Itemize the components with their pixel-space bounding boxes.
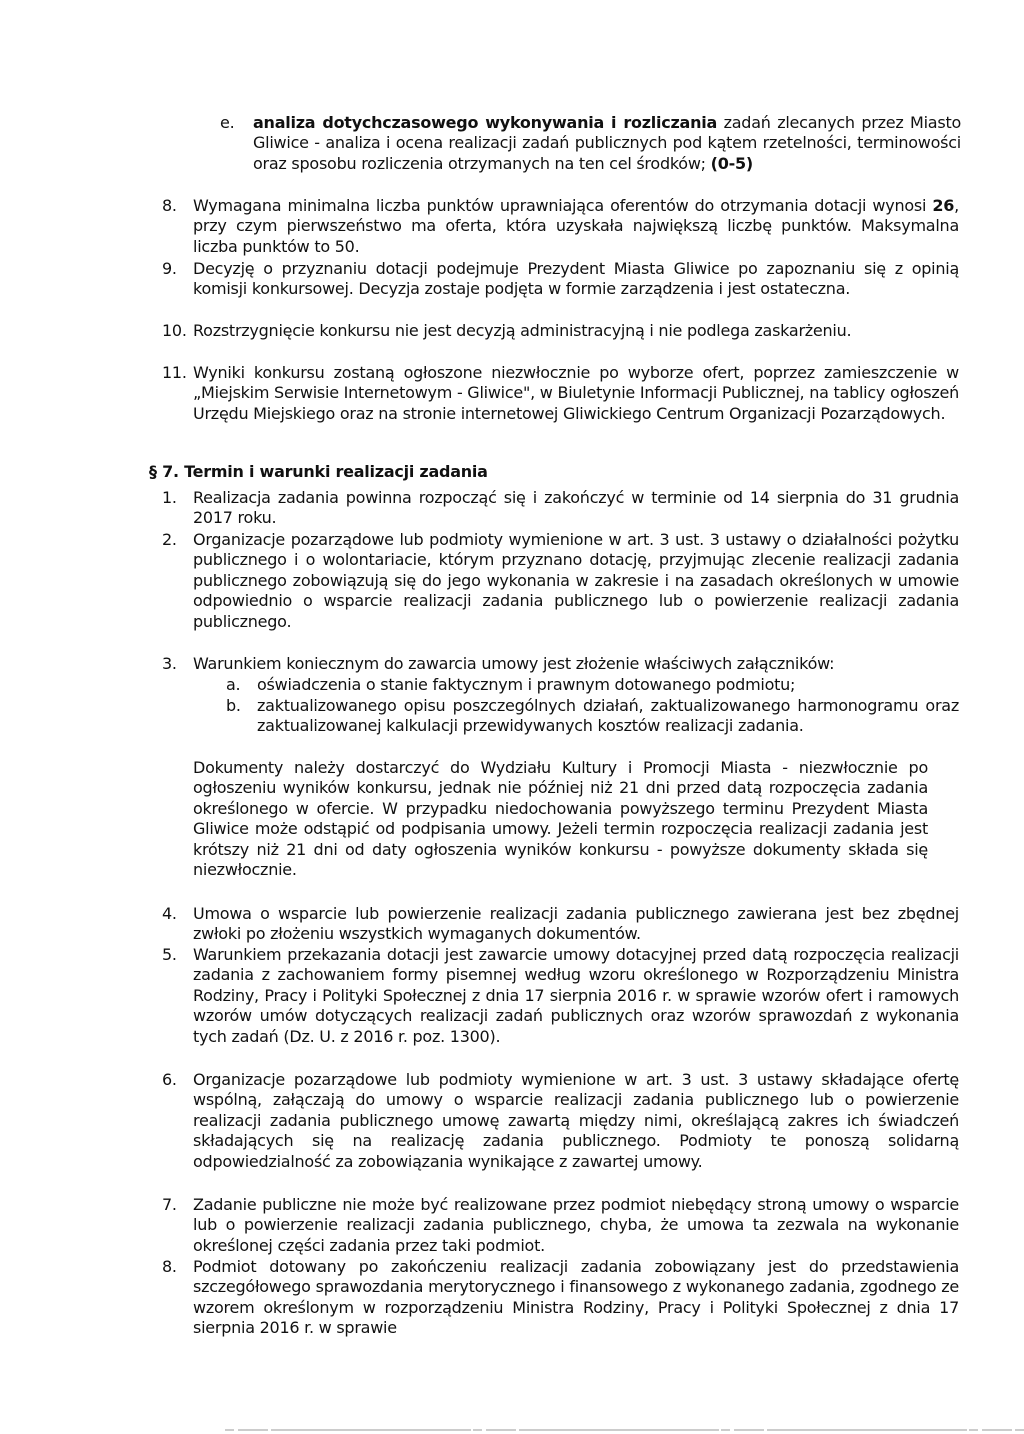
list-marker: 10. — [162, 321, 187, 340]
list-item-11 — [162, 363, 959, 424]
s7-item-4 — [162, 904, 959, 945]
list-text: Warunkiem koniecznym do zawarcia umowy jest złożenie właściwych załączników: — [193, 654, 835, 673]
list-marker: 6. — [162, 1070, 177, 1089]
list-text: Umowa o wsparcie lub powierzenie realizacji zadania publicznego zawierana jest bez zbędnej zwłoki po złożeniu wszystkich wymaganych dokumentów. — [193, 904, 959, 944]
list-text: Warunkiem przekazania dotacji jest zawarcie umowy dotacyjnej przed datą rozpoczęcia realizacji zadania z zachowaniem formy pisemnej według wzoru określonego w Rozporządzeniu Ministra Rodziny, Pracy i Polityki Społecznej z dnia 17 sierpnia 2016 r. w sprawie wzorów ofert i ramowych wzorów umów dotyczących realizacji zadań publicznych oraz wzorów sprawozdań z wykonania tych zadań (Dz. U. z 2016 r. poz. 1300). — [193, 945, 959, 1046]
list-item-8 — [162, 196, 959, 257]
s7-subitem-a — [226, 675, 959, 695]
list-marker: 3. — [162, 654, 177, 673]
s7-item-7 — [162, 1195, 959, 1256]
list-marker: 1. — [162, 488, 177, 507]
list-item-10 — [162, 321, 959, 341]
score-range: (0-5) — [710, 153, 753, 173]
list-marker: 4. — [162, 904, 177, 923]
min-points: 26 — [932, 196, 955, 215]
s7-item-1 — [162, 488, 959, 529]
list-item-9 — [162, 259, 959, 300]
scan-edge-line — [0, 1427, 1024, 1434]
documents-paragraph — [193, 758, 928, 880]
s7-item-8 — [162, 1257, 959, 1339]
list-marker: 8. — [162, 1257, 177, 1276]
s7-item-3 — [162, 654, 959, 674]
list-text: analiza dotychczasowego wykonywania i rozliczania zadań zlecanych przez Miasto Gliwice - analiza i ocena realizacji zadań publicznych pod kątem rzetelności, terminowości oraz sposobu rozliczenia otrzymanych na ten cel środków; (0-5) — [253, 113, 962, 173]
list-marker: e. — [220, 113, 235, 132]
list-text: Wymagana minimalna liczba punktów uprawniająca oferentów do otrzymania dotacji wynosi 26, przy czym pierwszeństwo ma oferta, która uzyskała największą liczbę punktów. Maksymalna liczba punktów to 50. — [193, 196, 959, 256]
list-text: Organizacje pozarządowe lub podmioty wymienione w art. 3 ust. 3 ustawy o działalności pożytku publicznego i o wolontariacie, którym przyznano dotację, przyjmując zlecenie realizacji zadania publicznego zobowiązują się do jego wykonania w zakresie i na zasadach określonych w umowie odpowiednio o wsparcie realizacji zadania publicznego lub o powierzenie realizacji zadania publicznego. — [193, 530, 959, 631]
list-text: Organizacje pozarządowe lub podmioty wymienione w art. 3 ust. 3 ustawy składające ofertę wspólną, załączają do umowy o wsparcie realizacji zadania publicznego lub o powierzenie realizacji zadania publicznego umowę zawartą między nimi, określającą zakres ich świadczeń składających się na realizację zadania publicznego. Podmioty te ponoszą solidarną odpowiedzialność za zobowiązania wynikające z zawartej umowy. — [193, 1070, 959, 1171]
paragraph-text: Dokumenty należy dostarczyć do Wydziału Kultury i Promocji Miasta - niezwłocznie po ogłoszeniu wyników konkursu, jednak nie później niż 21 dni przed datą rozpoczęcia zadania określonego w ofercie. W przypadku niedochowania powyższego terminu Prezydent Miasta Gliwice może odstąpić od podpisania umowy. Jeżeli termin rozpoczęcia realizacji zadania jest krótszy niż 21 dni od daty ogłoszenia wyników konkursu - powyższe dokumenty składa się niezwłocznie. — [193, 758, 928, 880]
s7-subitem-b — [226, 696, 959, 737]
s7-item-6 — [162, 1070, 959, 1172]
list-text: Rozstrzygnięcie konkursu nie jest decyzją administracyjną i nie podlega zaskarżeniu. — [193, 321, 852, 340]
list-text: Zadanie publiczne nie może być realizowane przez podmiot niebędący stroną umowy o wsparcie lub o powierzenie realizacji zadania publicznego, chyba, że umowa ta zezwala na wykonanie określonej części zadania przez taki podmiot. — [193, 1195, 959, 1255]
s7-item-5 — [162, 945, 959, 1047]
criterion-e — [220, 113, 961, 174]
s7-item-2 — [162, 530, 959, 632]
list-marker: 9. — [162, 259, 177, 278]
list-marker: a. — [226, 675, 241, 694]
list-marker: 11. — [162, 363, 187, 382]
list-text: Wyniki konkursu zostaną ogłoszone niezwłocznie po wyborze ofert, poprzez zamieszczenie w „Miejskim Serwisie Internetowym - Gliwice", w Biuletynie Informacji Publicznej, na tablicy ogłoszeń Urzędu Miejskiego oraz na stronie internetowej Gliwickiego Centrum Organizacji Pozarządowych. — [193, 363, 959, 423]
list-marker: 5. — [162, 945, 177, 964]
list-text: zaktualizowanego opisu poszczególnych działań, zaktualizowanego harmonogramu oraz zaktualizowanej kalkulacji przewidywanych kosztów realizacji zadania. — [257, 696, 959, 736]
list-text: Decyzję o przyznaniu dotacji podejmuje Prezydent Miasta Gliwice po zapoznaniu się z opinią komisji konkursowej. Decyzja zostaje podjęta w formie zarządzenia i jest ostateczna. — [193, 259, 959, 299]
list-text: Podmiot dotowany po zakończeniu realizacji zadania zobowiązany jest do przedstawienia szczegółowego sprawozdania merytorycznego i finansowego z wykonanego zadania, zgodnego ze wzorem określonym w rozporządzeniu Ministra Rodziny, Pracy i Polityki Społecznej z dnia 17 sierpnia 2016 r. w sprawie — [193, 1257, 959, 1338]
list-marker: 2. — [162, 530, 177, 549]
bold-lead: analiza dotychczasowego wykonywania i rozliczania — [253, 113, 718, 132]
list-marker: b. — [226, 696, 241, 715]
list-marker: 7. — [162, 1195, 177, 1214]
section-heading: § 7. Termin i warunki realizacji zadania — [149, 462, 488, 481]
list-text: Realizacja zadania powinna rozpocząć się i zakończyć w terminie od 14 sierpnia do 31 grudnia 2017 roku. — [193, 488, 959, 528]
list-text: oświadczenia o stanie faktycznym i prawnym dotowanego podmiotu; — [257, 675, 796, 694]
list-marker: 8. — [162, 196, 177, 215]
